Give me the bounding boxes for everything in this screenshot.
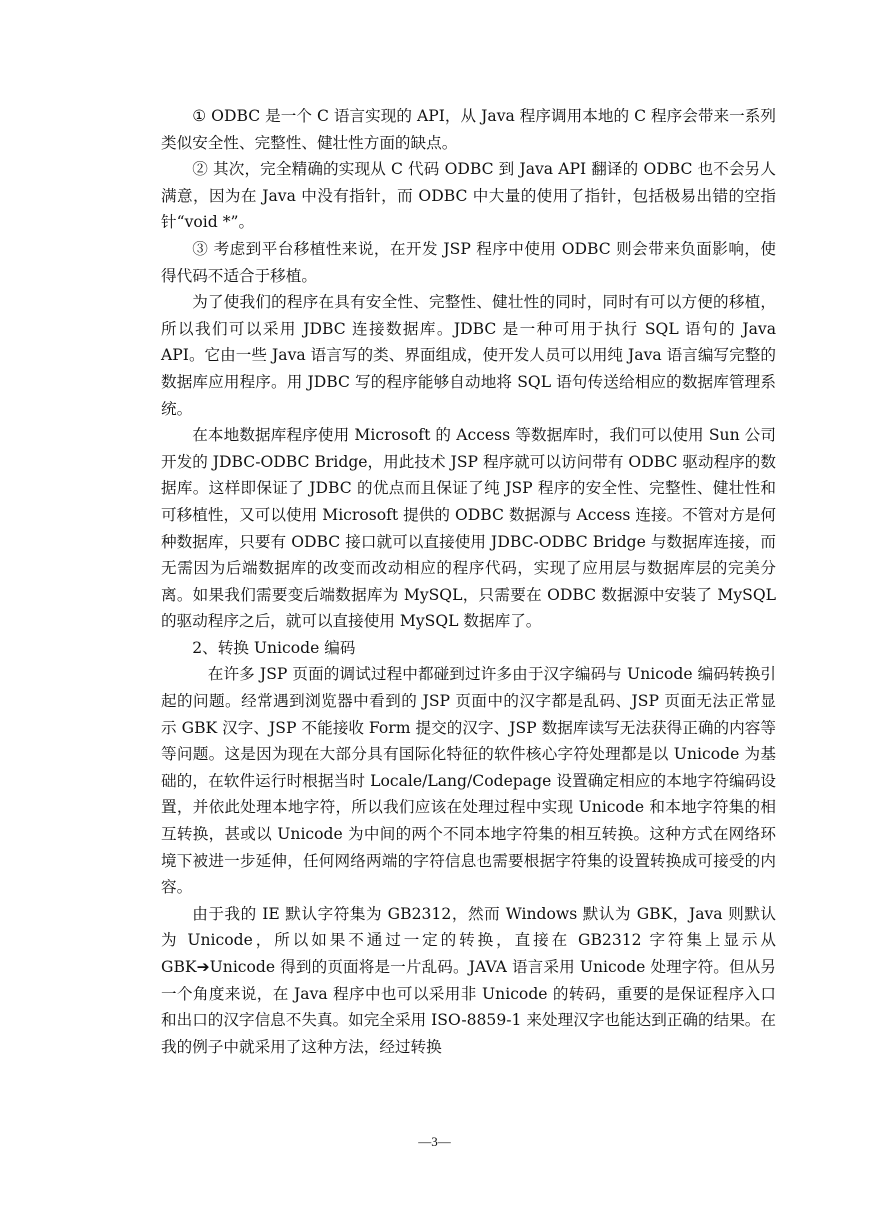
paragraph-jdbc-intro: 为了使我们的程序在具有安全性、完整性、健壮性的同时，同时有可以方便的移植，所以我们可以采用 JDBC 连接数据库。JDBC 是一种可用于执行 SQL 语句的 Java API。它由一些 Java 语言写的类、界面组成，使开发人员可以用纯 Java 语言编写完整的数据库应用程序。用 JDBC 写的程序能够自动地将 SQL 语句传送给相应的数据库管理系统。 — [161, 293, 776, 418]
paragraph-odbc-point-2: ② 其次，完全精确的实现从 C 代码 ODBC 到 Java API 翻译的 ODBC 也不会另人满意，因为在 Java 中没有指针，而 ODBC 中大量的使用了指针，包括极易出错的空指针“void *”。 — [161, 160, 776, 232]
body-text — [161, 103, 776, 1060]
paragraph-odbc-point-1: ① ODBC 是一个 C 语言实现的 API，从 Java 程序调用本地的 C 程序会带来一系列类似安全性、完整性、健壮性方面的缺点。 — [161, 107, 776, 152]
page-number: —3— — [418, 1134, 451, 1149]
paragraph-charset-conversion: 由于我的 IE 默认字符集为 GB2312，然而 Windows 默认为 GBK，Java 则默认为 Unicode，所以如果不通过一定的转换，直接在 GB2312 字符集上显示从 GBK➔Unicode 得到的页面将是一片乱码。JAVA 语言采用 Unicode 处理字符。但从另一个角度来说，在 Java 程序中也可以采用非 Unicode 的转码，重要的是保证程序入口和出口的汉字信息不失真。如完全采用 ISO-8859-1 来处理汉字也能达到正确的结果。在我的例子中就采用了这种方法，经过转换 — [161, 904, 776, 1056]
paragraph-jdbc-odbc-bridge: 在本地数据库程序使用 Microsoft 的 Access 等数据库时，我们可以使用 Sun 公司开发的 JDBC-ODBC Bridge，用此技术 JSP 程序就可以访问带有 ODBC 驱动程序的数据库。这样即保证了 JDBC 的优点而且保证了纯 JSP 程序的安全性、完整性、健壮性和可移植性，又可以使用 Microsoft 提供的 ODBC 数据源与 Access 连接。不管对方是何种数据库，只要有 ODBC 接口就可以直接使用 JDBC-ODBC Bridge 与数据库连接，而无需因为后端数据库的改变而改动相应的程序代码，实现了应用层与数据库层的完美分离。如果我们需要变后端数据库为 MySQL，只需要在 ODBC 数据源中安装了 MySQL 的驱动程序之后，就可以直接使用 MySQL 数据库了。 — [161, 426, 776, 631]
section-heading-unicode: 2、转换 Unicode 编码 — [192, 638, 356, 657]
paragraph-odbc-point-3: ③ 考虑到平台移植性来说，在开发 JSP 程序中使用 ODBC 则会带来负面影响，使得代码不适合于移植。 — [161, 239, 776, 285]
paragraph-unicode-issues: 在许多 JSP 页面的调试过程中都碰到过许多由于汉字编码与 Unicode 编码转换引起的问题。经常遇到浏览器中看到的 JSP 页面中的汉字都是乱码、JSP 页面无法正常显示 GBK 汉字、JSP 不能接收 Form 提交的汉字、JSP 数据库读写无法获得正确的内容等等问题。这是因为现在大部分具有国际化特征的软件核心字符处理都是以 Unicode 为基础的，在软件运行时根据当时 Locale/Lang/Codepage 设置确定相应的本地字符编码设置，并依此处理本地字符，所以我们应该在处理过程中实现 Unicode 和本地字符集的相互转换，甚或以 Unicode 为中间的两个不同本地字符集的相互转换。这种方式在网络环境下被进一步延伸，任何网络两端的字符信息也需要根据字符集的设置转换成可接受的内容。 — [161, 665, 776, 897]
